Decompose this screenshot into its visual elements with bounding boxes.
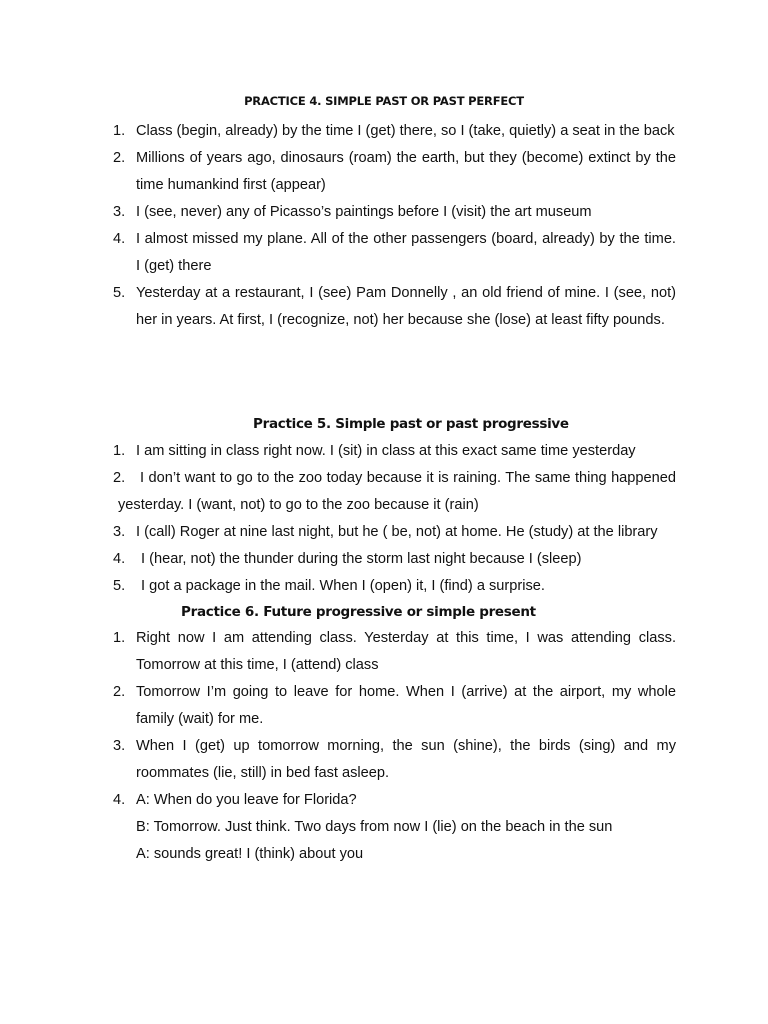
item-number: 1. xyxy=(113,123,126,139)
list-item xyxy=(0,465,768,519)
item-number: 3. xyxy=(113,524,126,540)
item-number: 4. xyxy=(113,231,126,247)
item-text: I almost missed my plane. All of the other passengers (board, already) by the time. I (get) there xyxy=(136,231,676,274)
item-text: I don’t want to go to the zoo today because it is raining. The same thing happened yesterday. I (want, not) to go to the zoo because it (rain) xyxy=(118,470,676,513)
item-number: 1. xyxy=(113,630,126,646)
item-number: 3. xyxy=(113,738,126,754)
list-item xyxy=(0,145,768,199)
list-item xyxy=(0,625,768,679)
item-text: Right now I am attending class. Yesterday at this time, I was attending class. Tomorrow at this time, I (attend) class xyxy=(136,630,676,673)
item-number: 5. xyxy=(113,285,126,301)
item-text: I am sitting in class right now. I (sit) in class at this exact same time yesterday xyxy=(136,443,636,459)
item-text: A: When do you leave for Florida? xyxy=(136,792,357,808)
item-text: I (call) Roger at nine last night, but he ( be, not) at home. He (study) at the library xyxy=(136,524,658,540)
practice-6-title: Practice 6. Future progressive or simple present xyxy=(181,604,536,620)
list-item xyxy=(0,519,768,546)
item-number: 3. xyxy=(113,204,126,220)
item-text: I (hear, not) the thunder during the storm last night because I (sleep) xyxy=(141,551,582,567)
practice-4-title: PRACTICE 4. SIMPLE PAST OR PAST PERFECT xyxy=(244,94,524,108)
item-number: 2. xyxy=(113,684,126,700)
list-item xyxy=(0,679,768,733)
item-text: I (see, never) any of Picasso’s paintings before I (visit) the art museum xyxy=(136,204,592,220)
item-text: Class (begin, already) by the time I (get) there, so I (take, quietly) a seat in the back xyxy=(136,123,675,139)
practice-4-list xyxy=(0,118,768,334)
item-text: Millions of years ago, dinosaurs (roam) the earth, but they (become) extinct by the time humankind first (appear) xyxy=(136,150,676,193)
item-number: 1. xyxy=(113,443,126,459)
list-item xyxy=(0,573,768,600)
dialogue-line: B: Tomorrow. Just think. Two days from now I (lie) on the beach in the sun xyxy=(136,819,613,835)
dialogue-line: A: sounds great! I (think) about you xyxy=(136,846,364,862)
item-number: 4. xyxy=(113,551,126,567)
item-number: 2. xyxy=(113,150,126,166)
list-item xyxy=(0,546,768,573)
practice-5-list xyxy=(0,438,768,600)
list-item xyxy=(0,438,768,465)
item-number: 5. xyxy=(113,578,126,594)
list-item xyxy=(0,787,768,814)
item-text: Tomorrow I’m going to leave for home. When I (arrive) at the airport, my whole family (wait) for me. xyxy=(136,684,676,727)
item-text: I got a package in the mail. When I (open) it, I (find) a surprise. xyxy=(141,578,545,594)
list-item xyxy=(0,199,768,226)
practice-6-list xyxy=(0,625,768,868)
list-item xyxy=(0,118,768,145)
list-item xyxy=(0,733,768,787)
list-item xyxy=(0,226,768,280)
practice-5-title: Practice 5. Simple past or past progressive xyxy=(253,416,569,432)
list-item xyxy=(0,280,768,334)
item-text: When I (get) up tomorrow morning, the sun (shine), the birds (sing) and my roommates (lie, still) in bed fast asleep. xyxy=(136,738,676,781)
item-text: Yesterday at a restaurant, I (see) Pam Donnelly , an old friend of mine. I (see, not) her in years. At first, I (recognize, not) her because she (lose) at least fifty pounds. xyxy=(136,285,676,328)
item-number: 4. xyxy=(113,792,126,808)
item-number: 2. xyxy=(113,470,126,486)
